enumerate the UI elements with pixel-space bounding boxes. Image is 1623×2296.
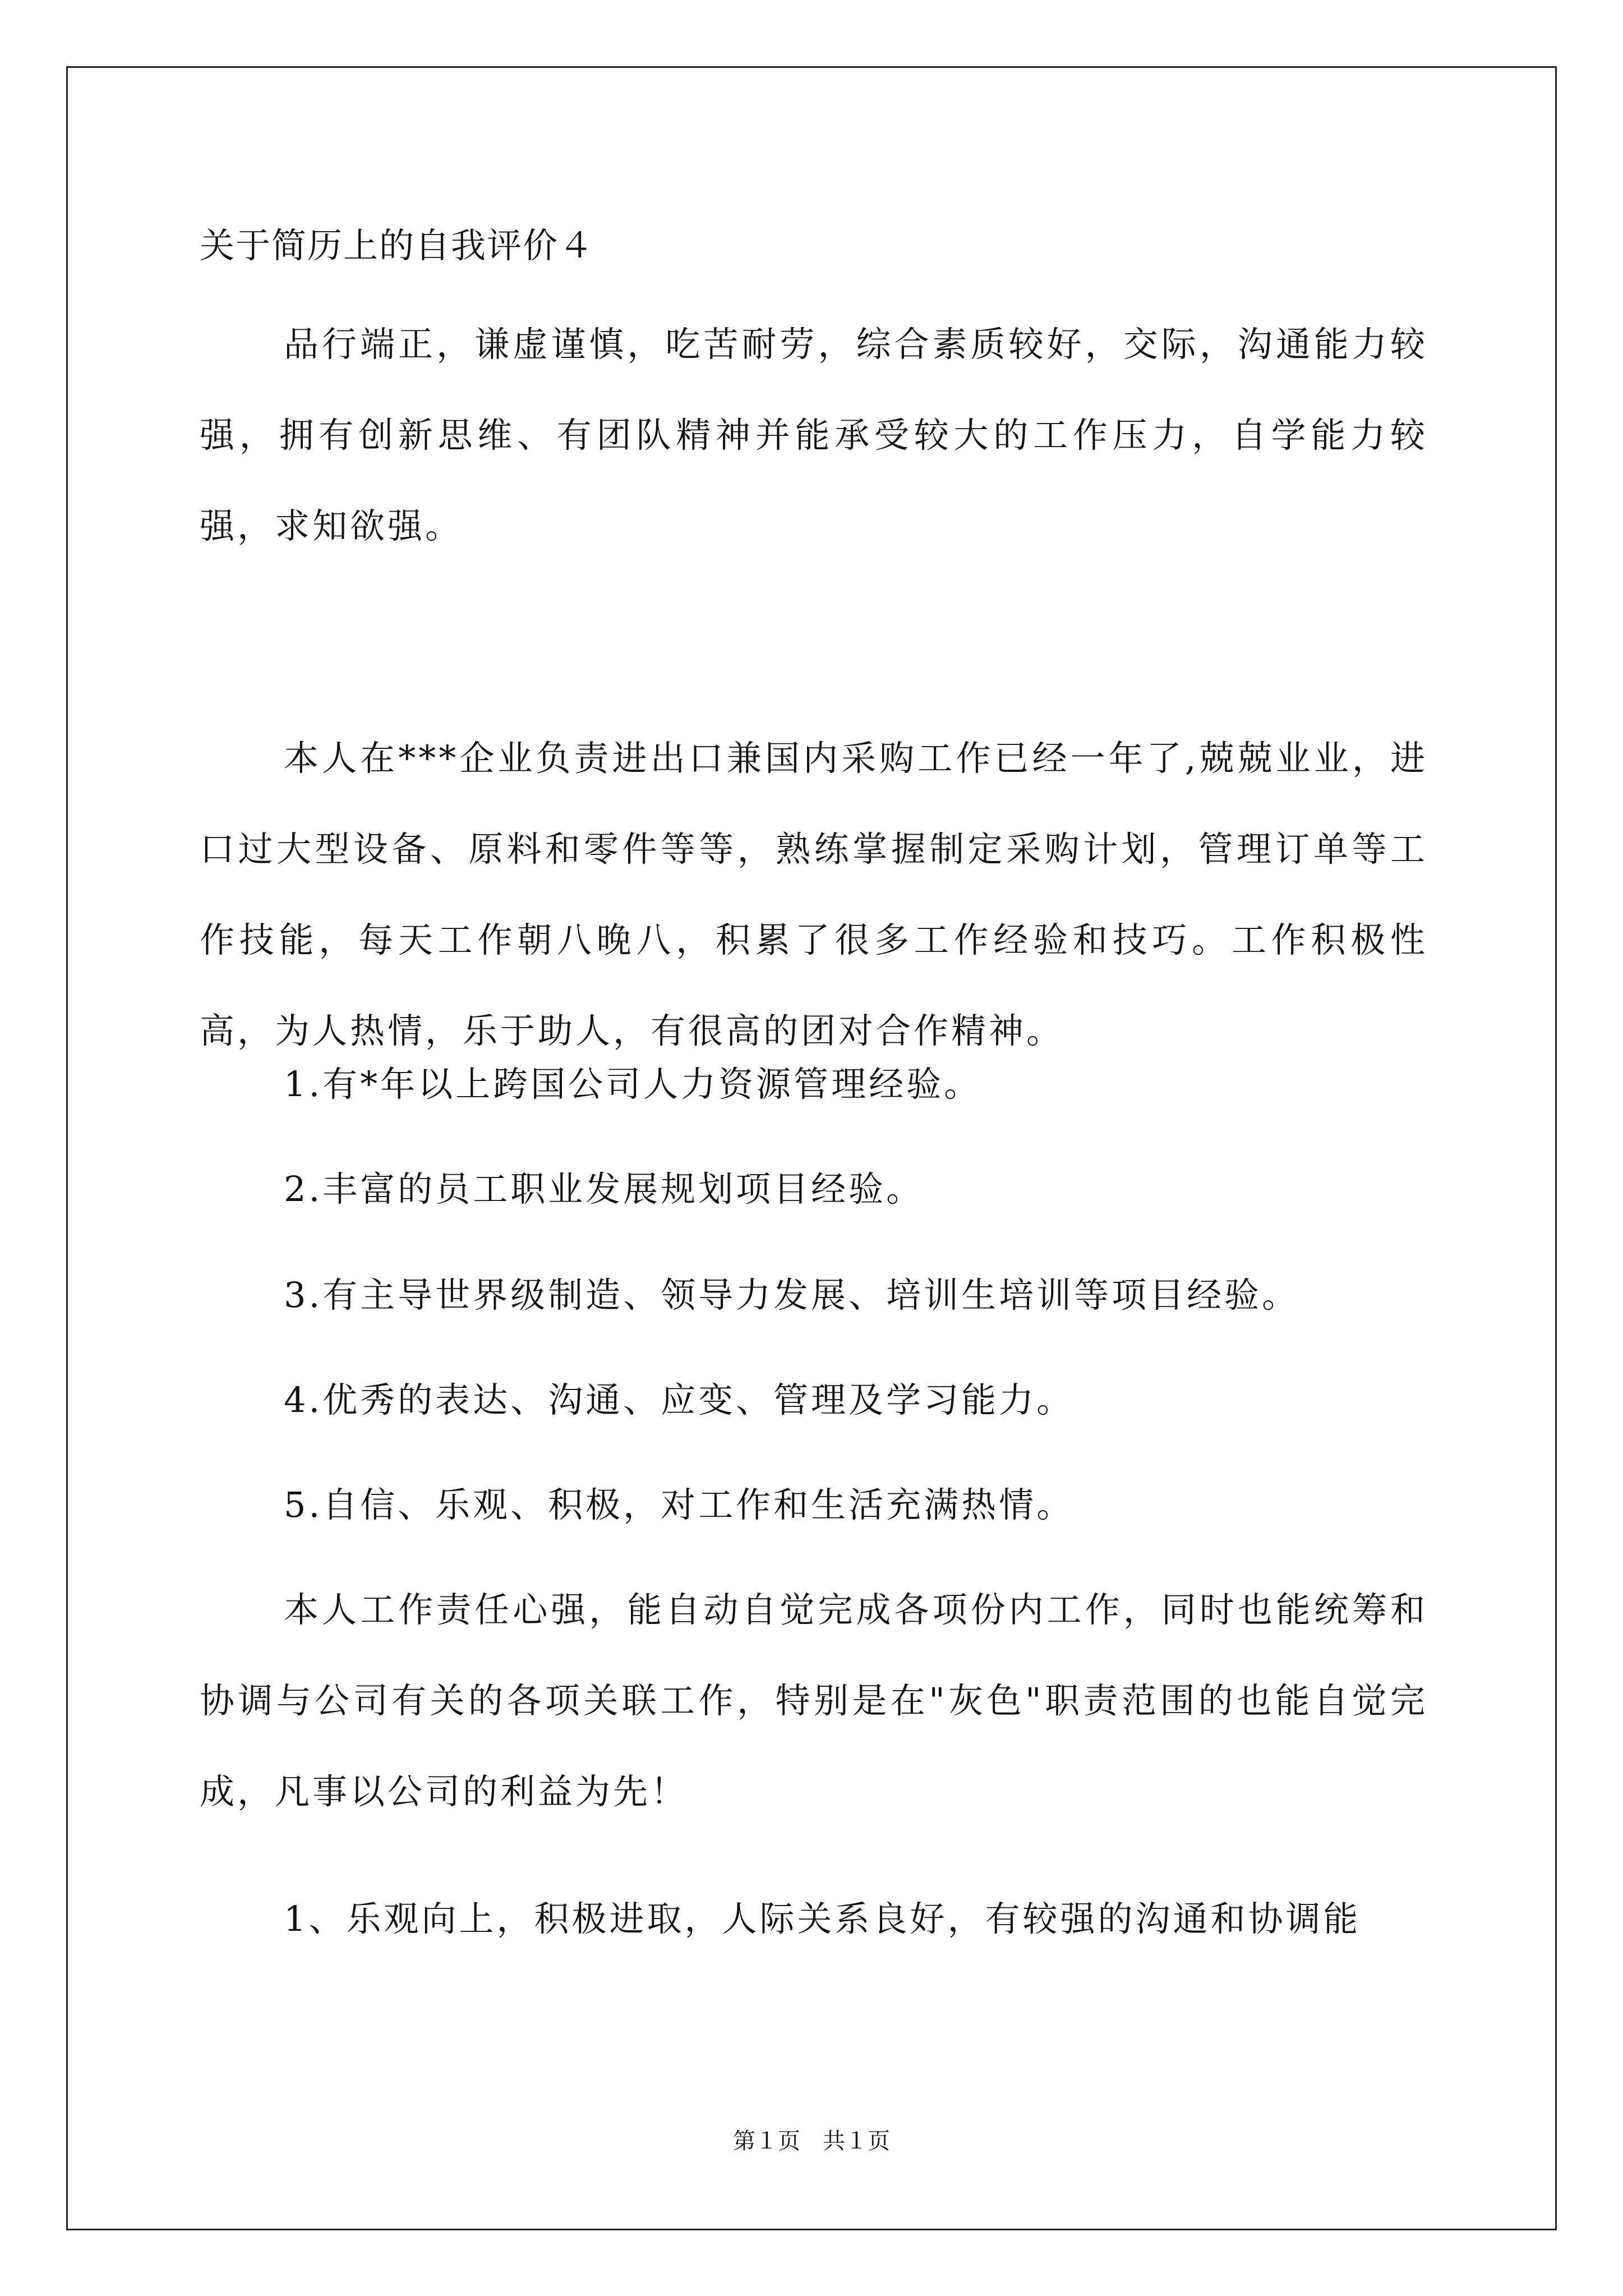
list-item-5: 5.自信、乐观、积极，对工作和生活充满热情。 bbox=[284, 1484, 1075, 1525]
list-item-2: 2.丰富的员工职业发展规划项目经验。 bbox=[284, 1168, 924, 1209]
paragraph-optimism: 1、乐观向上，积极进取，人际关系良好，有较强的沟通和协调能 bbox=[284, 1898, 1361, 1939]
list-item-1: 1.有*年以上跨国公司人力资源管理经验。 bbox=[284, 1064, 982, 1105]
list-item-3: 3.有主导世界级制造、领导力发展、培训生培训等项目经验。 bbox=[284, 1274, 1300, 1315]
page-number-footer: 第１页 共１页 bbox=[733, 2128, 890, 2154]
paragraph-self-evaluation: 品行端正，谦虚谨慎，吃苦耐劳，综合素质较好，交际，沟通能力较强，拥有创新思维、有团队精神并能承受较大的工作压力，自学能力较强，求知欲强。 bbox=[200, 324, 1428, 546]
paragraph-work-experience: 本人在***企业负责进出口兼国内采购工作已经一年了,兢兢业业，进口过大型设备、原料和零件等等，熟练掌握制定采购计划，管理订单等工作技能，每天工作朝八晚八，积累了很多工作经验和技巧。工作积极性高，为人热情，乐于助人，有很高的团对合作精神。 bbox=[200, 738, 1428, 1051]
paragraph-responsibility: 本人工作责任心强，能自动自觉完成各项份内工作，同时也能统筹和协调与公司有关的各项关联工作，特别是在"灰色"职责范围的也能自觉完成，凡事以公司的利益为先！ bbox=[200, 1589, 1428, 1812]
document-title: 关于简历上的自我评价４ bbox=[200, 225, 595, 266]
list-item-4: 4.优秀的表达、沟通、应变、管理及学习能力。 bbox=[284, 1379, 1075, 1420]
